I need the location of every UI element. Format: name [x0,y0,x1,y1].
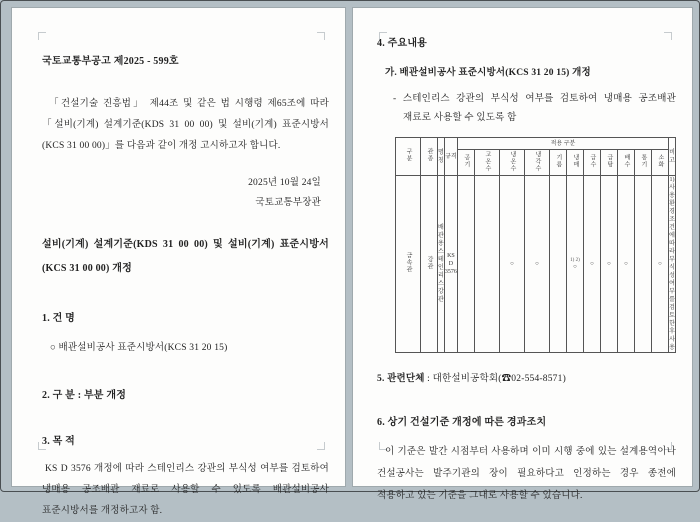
th-apply-oil: 기름 [549,150,566,176]
th-apply-fire: 소화 [651,150,668,176]
refrigerant-footnote-mark: 1) 2) [570,257,580,263]
page-right [352,7,693,501]
section-1-heading: 1. 건 명 [42,313,76,324]
section-2-heading: 2. 구 분 : 부분 개정 [42,390,127,401]
cell-apply-refrigerant: 1) 2) ○ [566,176,583,353]
th-apply-hot-supply: 급탕 [600,150,617,176]
cell-apply-air [457,176,474,353]
cell-apply-hot-water [474,176,499,353]
th-apply-group: 적용 구분 [457,138,668,150]
section-3-heading: 3. 목 적 [42,436,76,447]
cell-remark: 1) 사용환경 조건에 따라 부식성 여부를 검토한 후 사용 [669,177,675,351]
page-left [11,7,346,516]
th-remark: 비고 [668,138,675,176]
page-left-content [12,8,345,516]
cell-pipe-type: 강관 [421,176,438,353]
th-apply-drain: 배수 [617,150,634,176]
section-6-heading: 6. 상기 건설기준 개정에 따른 경과조치 [377,417,547,428]
th-apply-cooling-water: 냉각수 [524,150,549,176]
th-apply-chilled-hot-water: 냉온수 [499,150,524,176]
notice-number: 국토교통부공고 제2025 - 599호 [42,56,179,67]
announce-date: 2025년 10월 24일 [248,178,321,188]
th-apply-water-supply: 급수 [583,150,600,176]
section-4a-heading: 가. 배관설비공사 표준시방서(KCS 31 20 15) 개정 [385,68,591,78]
cell-spec: KS D 3576 [444,176,457,353]
cell-apply-oil [549,176,566,353]
cell-apply-fire: ○ [651,176,668,353]
cell-apply-cooling-water: ○ [524,176,549,353]
cell-name: 배관용 스테인리스 강관 [438,176,445,353]
table-row [396,176,676,353]
cell-apply-water-supply: ○ [583,176,600,353]
th-spec: 규격 [444,138,457,176]
section-5-value: : 대한설비공학회(☎02-554-8571) [424,374,566,384]
section-6-body: 이 기준은 발간 시점부터 사용하며 이미 시행 중에 있는 설계용역이나 건설공사는 발주기관의 장이 필요하다고 인정하는 경우 종전에 적용하고 있는 기준을 그대로 사용할 수 있습니다. [377,447,676,501]
section-1-item: ○ 배관설비공사 표준시방서(KCS 31 20 15) [50,343,228,353]
th-apply-air: 공기 [457,150,474,176]
th-name: 명칭 [438,138,445,176]
th-pipe-type: 관종 [421,138,438,176]
th-apply-refrigerant: 냉매 [566,150,583,176]
cell-apply-chilled-hot-water: ○ [499,176,524,353]
th-group: 구분 [396,138,421,176]
section-3-body: KS D 3576 개정에 따라 스테인리스 강관의 부식성 여부를 검토하여 냉매용 공조배관 재료로 사용할 수 있도록 배관설비공사 표준시방서를 개정하고자 함. [42,464,329,516]
cell-apply-drain: ○ [617,176,634,353]
intro-paragraph: 「건설기술 진흥법」 제44조 및 같은 법 시행령 제65조에 따라 「설비(기계) 설계기준(KDS 31 00 00) 및 설비(기계) 표준시방서(KCS 31 00 00)」를 다음과 같이 개정 고시하고자 합니다. [42,99,329,151]
section-5-label: 5. 관련단체 [377,374,425,384]
cell-apply-vent [634,176,651,353]
document-title: 설비(기계) 설계기준(KDS 31 00 00) 및 설비(기계) 표준시방서(KCS 31 00 00) 개정 [42,239,329,274]
cell-group: 금속관 [396,176,421,353]
section-4a-body: - 스테인리스 강관의 부식성 여부를 검토하여 냉매용 공조배관 재료로 사용할 수 있도록 함 [393,94,676,123]
section-4-heading: 4. 주요내용 [377,38,428,49]
th-apply-hot-water: 고온수 [474,150,499,176]
pipe-application-table [395,137,676,353]
cell-apply-hot-supply: ○ [600,176,617,353]
announce-signer: 국토교통부장관 [255,198,321,208]
th-apply-vent: 통기 [634,150,651,176]
section-5-line [377,369,676,389]
page-right-content [353,8,692,501]
